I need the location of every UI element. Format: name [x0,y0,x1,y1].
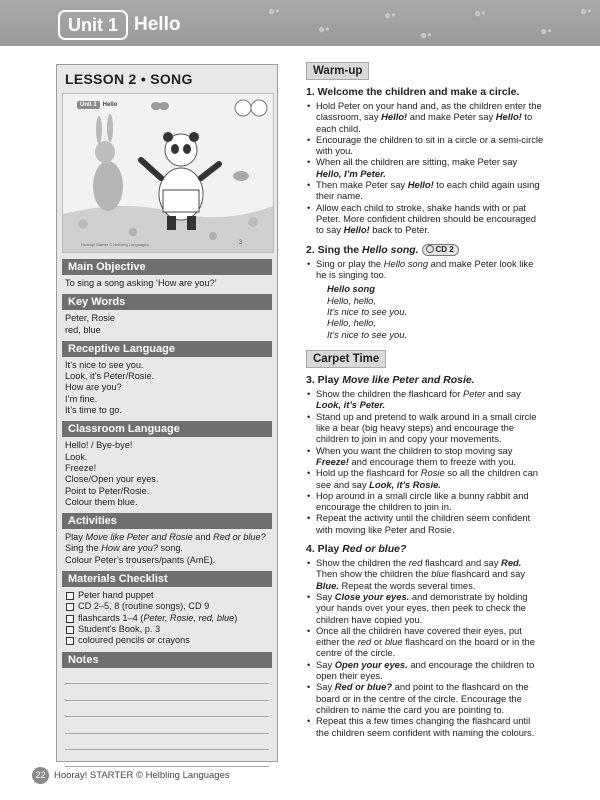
list-item: • Hold up the flashcard for Rosie so all the children can see and say Look, it’s Rosie. [316,467,544,490]
checkbox-icon [66,603,74,611]
lesson-procedure [306,62,544,738]
receptive-line: It’s nice to see you. [65,359,144,370]
list-item: • Then make Peter say Hello! to each child again using their name. [316,179,544,202]
paw-print-icon: ●• [318,22,330,36]
thumbnail-title: Hello [102,102,118,108]
checklist-item: coloured pencils or crayons [65,635,269,646]
list-item: • Hop around in a small circle like a bunny rabbit and encourage the children to join in. [316,490,544,513]
step-4-heading: 4. Play Red or blue? [306,543,407,556]
list-item: • Once all the children have covered their eyes, put either the red or blue flashcard on the board or in the centre of the circle. [316,625,544,659]
lyric-line: Hello, hello, [327,294,376,306]
paw-print-icon: ●• [580,4,592,18]
lesson-title: LESSON 2 • SONG [65,71,193,87]
list-item: • Say Close your eyes. and demonstrate by holding your hands over your eyes, then peek to check the children have copied you. [316,591,544,625]
checkbox-icon [66,615,74,623]
step-1-list [306,100,544,236]
activity-line: Sing the How are you? song. [65,543,183,554]
step-4-list [306,557,544,738]
receptive-language-heading: Receptive Language [62,341,272,357]
paw-print-icon: ●• [474,6,486,20]
step-3-heading: 3. Play Move like Peter and Rosie. [306,374,475,387]
unit-banner [0,0,600,46]
notes-lines [62,668,272,767]
warm-up-label: Warm-up [306,62,369,80]
song-lyrics [327,283,544,340]
list-item: • Repeat this a few times changing the flashcard until the children seem confident with naming the colours. [316,715,544,738]
main-objective-line: To sing a song asking ‘How are you?’ [65,278,217,288]
thumbnail-page-number: 3 [239,240,243,246]
carpet-time-label: Carpet Time [306,350,386,368]
classroom-line: Look. [65,451,88,462]
classroom-language-body [62,437,272,510]
key-words-body [62,310,272,338]
list-item: • When all the children are sitting, make Peter say Hello, I’m Peter. [316,156,544,179]
key-words-line: Peter, Rosie [65,313,116,324]
thumbnail-header [77,102,117,108]
paw-print-icon: ●• [384,8,396,22]
list-item: • Stand up and pretend to walk around in a small circle like a bear (big heavy steps) and encourage the children to join in and copy your movements. [316,411,544,445]
classroom-line: Colour them blue. [65,496,138,507]
cd-track-badge: CD 2 [422,244,459,256]
list-item: • Show the children the flashcard for Peter and say Look, it’s Peter. [316,388,544,411]
list-item: • Show the children the red flashcard and say Red. Then show the children the blue flashcard and say Blue. Repeat the words several times. [316,557,544,591]
classroom-line: Close/Open your eyes. [65,474,159,485]
classroom-line: Point to Peter/Rosie. [65,485,150,496]
checkbox-icon [66,592,74,600]
paw-print-icon: ●• [540,24,552,38]
receptive-line: Look, it’s Peter/Rosie. [65,371,155,382]
step-1-heading: 1. Welcome the children and make a circle. [306,86,520,98]
main-objective-heading: Main Objective [62,259,272,275]
receptive-line: How are you? [65,382,122,393]
checklist-item: flashcards 1–4 (Peter, Rosie, red, blue) [65,613,269,624]
receptive-line: I’m fine. [65,393,98,404]
activities-body [62,529,272,568]
cd-icon [426,245,434,253]
classroom-line: Freeze! [65,462,97,473]
activity-line: Colour Peter’s trousers/pants (AmE). [65,554,216,565]
key-words-line: red, blue [65,324,101,335]
thumbnail-unit: Unit 1 [77,101,100,109]
checklist-item: CD 2–5, 8 (routine songs), CD 9 [65,601,269,612]
paw-print-icon: ●• [420,28,432,42]
lesson-illustration [63,94,273,252]
notes-heading: Notes [62,652,272,668]
receptive-language-body [62,357,272,418]
checklist-item: Peter hand puppet [65,590,269,601]
activities-heading: Activities [62,513,272,529]
list-item: • Say Open your eyes. and encourage the children to open their eyes. [316,659,544,682]
paw-print-icon: ●• [268,4,280,18]
page-footer [32,767,230,784]
unit-title: Hello [134,14,181,35]
checkbox-icon [66,626,74,634]
lyric-line: It’s nice to see you. [327,328,408,340]
classroom-language-heading: Classroom Language [62,421,272,437]
lesson-overview-panel [56,64,278,762]
list-item: • When you want the children to stop moving say Freeze! and encourage them to freeze with you. [316,445,544,468]
receptive-line: It’s time to go. [65,405,123,416]
step-2-heading: 2. Sing the Hello song. CD 2 [306,244,544,257]
materials-checklist-body [62,587,272,648]
list-item: • Repeat the activity until the children seem confident with moving like Peter and Rosie. [316,512,544,535]
list-item: • Hold Peter on your hand and, as the children enter the classroom, say Hello! and make Peter say Hello! to each child. [316,100,544,134]
step-2-list [306,258,544,281]
list-item: • Sing or play the Hello song and make Peter look like he is singing too. [316,258,544,281]
lyric-line: It’s nice to see you. [327,305,408,317]
classroom-line: Hello! / Bye-bye! [65,440,133,451]
footer-credit: Hooray! STARTER © Helbling Languages [54,770,230,781]
list-item: • Allow each child to stroke, shake hands with or pat Peter. More confident children should be encouraged to say Hello! back to Peter. [316,202,544,236]
list-item: • Say Red or blue? and point to the flashcard on the board or in the centre of the circle. Encourage the children to name the card you are pointing to. [316,681,544,715]
page-number: 22 [32,767,49,784]
main-objective-body [62,275,272,291]
lyric-line: Hello, hello, [327,317,376,329]
unit-badge: Unit 1 [58,10,128,40]
checkbox-icon [66,637,74,645]
step-3-list [306,388,544,535]
materials-checklist-heading: Materials Checklist [62,571,272,587]
checklist-item: Student’s Book, p. 3 [65,624,269,635]
activity-line: Play Move like Peter and Rosie and Red or blue? [65,532,266,543]
list-item: • Encourage the children to sit in a circle or a semi-circle with you. [316,134,544,157]
students-book-thumbnail [62,93,274,253]
key-words-heading: Key Words [62,294,272,310]
song-title: Hello song [327,283,375,295]
thumbnail-caption: Hooray! Starter © Helbling Languages [81,242,149,247]
